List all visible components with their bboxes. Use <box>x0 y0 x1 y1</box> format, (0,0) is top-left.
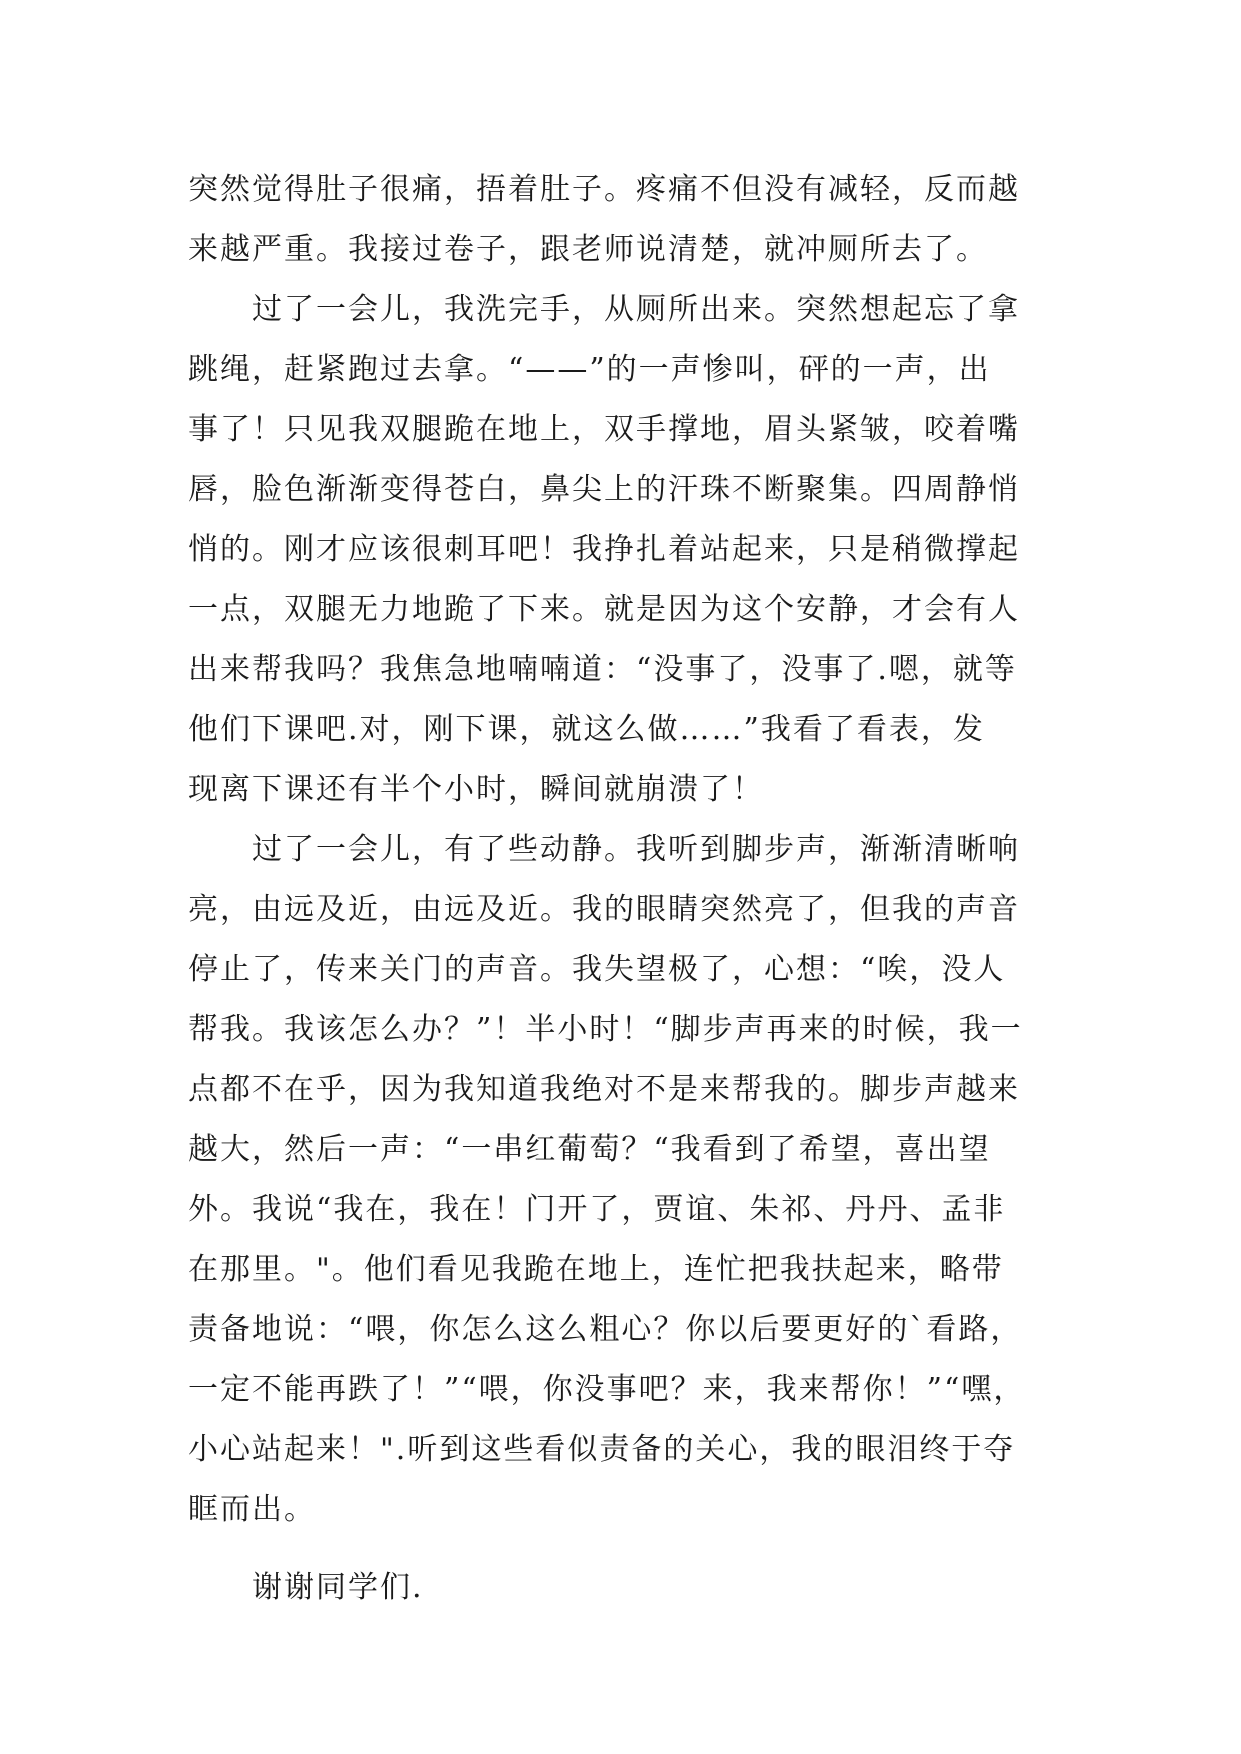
text-line: 过了一会儿，有了些动静。我听到脚步声，渐渐清晰响 <box>252 832 1020 867</box>
text-line: 他们下课吧.对，刚下课，就这么做……”我看了看表，发 <box>188 712 985 747</box>
text-line: 唇，脸色渐渐变得苍白，鼻尖上的汗珠不断聚集。四周静悄 <box>188 472 1020 507</box>
text-line: 责备地说：“喂，你怎么这么粗心？你以后要更好的`看路， <box>188 1312 1023 1347</box>
text-line: 帮我。我该怎么办？”！半小时！“脚步声再来的时候，我一 <box>188 1012 1023 1047</box>
text-line: 事了！只见我双腿跪在地上，双手撑地，眉头紧皱，咬着嘴 <box>188 412 1020 447</box>
text-line: 在那里。"。他们看见我跪在地上，连忙把我扶起来，略带 <box>188 1252 1004 1287</box>
text-line: 悄的。刚才应该很刺耳吧！我挣扎着站起来，只是稍微撑起 <box>188 532 1020 567</box>
text-line: 来越严重。我接过卷子，跟老师说清楚，就冲厕所去了。 <box>188 232 988 267</box>
text-line: 突然觉得肚子很痛，捂着肚子。疼痛不但没有减轻，反而越 <box>188 172 1020 207</box>
paragraph-2 <box>188 280 1064 820</box>
text-line: 现离下课还有半个小时，瞬间就崩溃了！ <box>188 772 764 807</box>
text-line: 出来帮我吗？我焦急地喃喃道：“没事了，没事了.嗯，就等 <box>188 652 1017 687</box>
text-line: 跳绳，赶紧跑过去拿。“——”的一声惨叫，砰的一声，出 <box>188 352 991 387</box>
text-line: 停止了，传来关门的声音。我失望极了，心想：“唉，没人 <box>188 952 1006 987</box>
text-line: 亮，由远及近，由远及近。我的眼睛突然亮了，但我的声音 <box>188 892 1020 927</box>
text-line: 越大，然后一声：“一串红葡萄？“我看到了希望，喜出望 <box>188 1132 991 1167</box>
text-line: 谢谢同学们. <box>252 1570 424 1605</box>
paragraph-1 <box>188 160 1064 280</box>
text-line: 眶而出。 <box>188 1492 316 1527</box>
paragraph-3 <box>188 820 1064 1540</box>
text-line: 过了一会儿，我洗完手，从厕所出来。突然想起忘了拿 <box>252 292 1020 327</box>
text-line: 点都不在乎，因为我知道我绝对不是来帮我的。脚步声越来 <box>188 1072 1020 1107</box>
closing-paragraph <box>188 1558 1064 1618</box>
text-line: 一定不能再跌了！”“喂，你没事吧？来，我来帮你！”“嘿， <box>188 1372 1026 1407</box>
text-line: 一点，双腿无力地跪了下来。就是因为这个安静，才会有人 <box>188 592 1020 627</box>
text-line: 小心站起来！".听到这些看似责备的关心，我的眼泪终于夺 <box>188 1432 1016 1467</box>
essay-body <box>188 160 1064 1618</box>
text-line: 外。我说“我在，我在！门开了，贾谊、朱祁、丹丹、孟非 <box>188 1192 1006 1227</box>
